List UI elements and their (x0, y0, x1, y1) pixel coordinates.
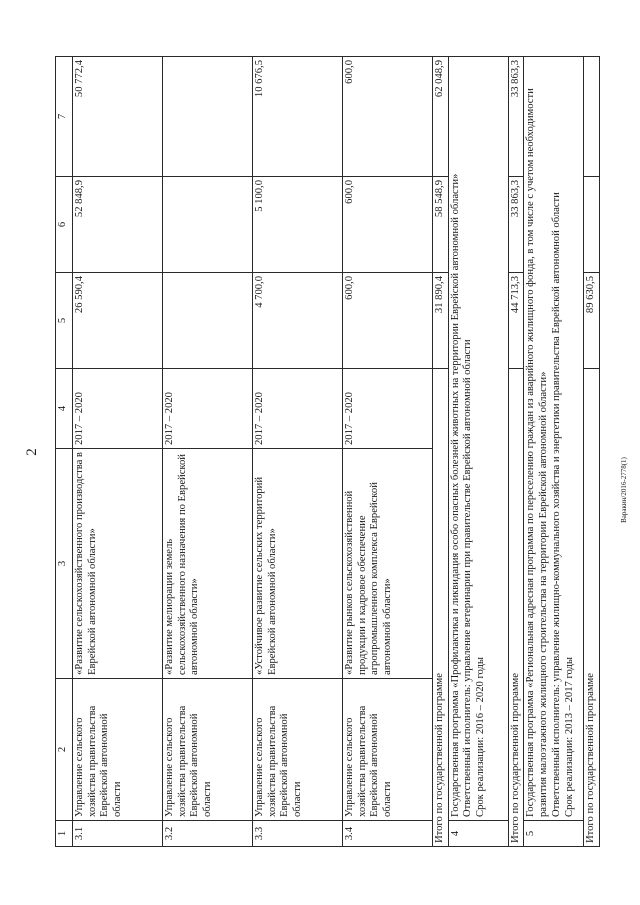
page-number: 2 (24, 448, 40, 456)
period-cell: 2017 – 2020 (253, 369, 343, 449)
total-col5: 89 630,5 (584, 273, 600, 369)
period-cell: 2017 – 2020 (73, 369, 163, 449)
executor-cell: Управление сельского хозяйства правительства Еврейской автономной области (253, 679, 343, 821)
value-col6 (163, 177, 253, 273)
value-col5: 26 590,4 (73, 273, 163, 369)
program-period: Срок реализации: 2016 – 2020 годы (475, 656, 487, 817)
header-cell: 4 (56, 369, 73, 449)
row-number: 3.3 (253, 821, 343, 847)
period-cell: 2017 – 2020 (163, 369, 253, 449)
value-col6: 600,0 (343, 177, 433, 273)
table-row (73, 57, 163, 847)
header-cell: 6 (56, 177, 73, 273)
total-col5: 31 890,4 (433, 273, 449, 369)
total-col7: 62 048,9 (433, 57, 449, 177)
executor-cell: Управление сельского хозяйства правительства Еврейской автономной области (163, 679, 253, 821)
program-row (448, 57, 508, 847)
table-row (343, 57, 433, 847)
total-label: Итого по государственной программе (508, 369, 524, 847)
program-row (524, 57, 584, 847)
subprogram-name: «Развитие сельскохозяйственного производства в Еврейской автономной области» (73, 449, 163, 679)
value-col7: 600,0 (343, 57, 433, 177)
total-col6: 58 548,9 (433, 177, 449, 273)
program-number: 5 (524, 821, 584, 847)
rotated-table-container (55, 57, 597, 847)
program-title: Государственная программа «Региональная адресная программа по переселению граждан из аварийного жилищного фонда, в том числе с учетом необходимости развития малоэтажного жилищного строительства на территории Еврейской автономной области» (525, 88, 550, 817)
value-col6: 52 848,9 (73, 177, 163, 273)
total-row (433, 57, 449, 847)
value-col5: 4 700,0 (253, 273, 343, 369)
header-cell: 3 (56, 449, 73, 679)
total-col6: 33 863,3 (508, 177, 524, 273)
program-executor: Ответственный исполнитель: управление жилищно-коммунального хозяйства и энергетики правительства Еврейской автономной области (550, 192, 562, 817)
header-cell: 5 (56, 273, 73, 369)
table-row (253, 57, 343, 847)
row-number: 3.1 (73, 821, 163, 847)
funding-table (55, 56, 600, 847)
total-col6 (584, 177, 600, 273)
row-number: 3.2 (163, 821, 253, 847)
header-cell: 2 (56, 679, 73, 821)
value-col5 (163, 273, 253, 369)
value-col6: 5 100,0 (253, 177, 343, 273)
header-row (56, 57, 73, 847)
program-description (524, 57, 584, 821)
header-cell: 1 (56, 821, 73, 847)
value-col7: 50 772,4 (73, 57, 163, 177)
document-code: Варакин/2016-2778(1) (620, 457, 628, 523)
executor-cell: Управление сельского хозяйства правительства Еврейской автономной области (73, 679, 163, 821)
value-col7: 10 676,5 (253, 57, 343, 177)
total-col7 (584, 57, 600, 177)
program-period: Срок реализации: 2013 – 2017 годы (563, 656, 575, 817)
program-executor: Ответственный исполнитель: управление ветеринарии при правительстве Еврейской автономной области (462, 339, 474, 817)
subprogram-name: «Устойчивое развитие сельских территорий Еврейской автономной области» (253, 449, 343, 679)
value-col7 (163, 57, 253, 177)
total-row (584, 57, 600, 847)
total-label: Итого по государственной программе (584, 369, 600, 847)
subprogram-name: «Развитие мелиорации земель сельскохозяйственного назначения по Еврейской автономной области» (163, 449, 253, 679)
subprogram-name: «Развитие рынков сельскохозяйственной продукции и кадровое обеспечение агропромышленного комплекса Еврейской автономной области» (343, 449, 433, 679)
header-cell: 7 (56, 57, 73, 177)
total-label: Итого по государственной программе (433, 369, 449, 847)
value-col5: 600,0 (343, 273, 433, 369)
program-number: 4 (448, 821, 508, 847)
program-description (448, 57, 508, 821)
table-row (163, 57, 253, 847)
total-col7: 33 863,3 (508, 57, 524, 177)
program-title: Государственная программа «Профилактика и ликвидация особо опасных болезней животных на территории Еврейской автономной области» (449, 173, 461, 817)
executor-cell: Управление сельского хозяйства правительства Еврейской автономной области (343, 679, 433, 821)
total-col5: 44 713,3 (508, 273, 524, 369)
total-row (508, 57, 524, 847)
row-number: 3.4 (343, 821, 433, 847)
period-cell: 2017 – 2020 (343, 369, 433, 449)
